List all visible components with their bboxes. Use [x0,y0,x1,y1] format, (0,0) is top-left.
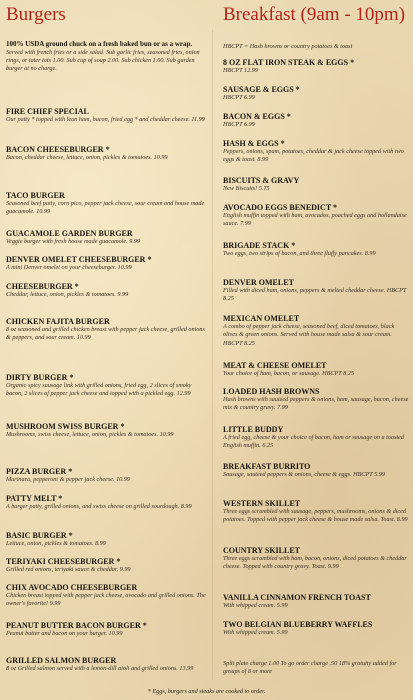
menu-item [223,499,409,525]
breakfast-title: Breakfast (9am - 10pm) [223,4,406,25]
menu-item-name: BISCUITS & GRAVY [223,176,300,185]
menu-item-name: DENVER OMELET [223,278,294,287]
burgers-intro [6,40,206,73]
menu-item-desc: A mini Denver omelet on your cheeseburger. 10.99 [6,264,132,271]
menu-item [6,422,206,439]
menu-item-desc: English muffin topped with ham, avocados, poached eggs and hollandaise sauce. 7.99 [223,212,407,228]
menu-item [6,229,206,246]
menu-item-desc: Bacon, cheddar cheese, lettuce, onion, pickles & tomatoes. 10.99 [6,154,168,161]
menu-item-desc: Our patty * topped with lean ham, bacon, fried egg * and cheddar cheese. 11.99 [6,116,205,123]
menu-item-desc: 8 oz seasoned and grilled chicken breast with pepper jack cheese, grilled onions & peppers, and sour cream. 10.99 [6,326,205,342]
burgers-column [6,0,206,700]
menu-item-desc: Your choice of ham, bacon, or sausage. HBCPT 8.25 [223,370,354,377]
menu-item-name: TERIYAKI CHEESEBURGER * [6,557,121,566]
breakfast-note-text: Split plate charge 1.00 To go order charge .50 18% gratuity added for groups of 8 or more [223,660,397,676]
menu-item-name: VANILLA CINNAMON FRENCH TOAST [223,593,371,602]
menu-item-desc: A combo of pepper jack cheese, seasoned beef, diced tomatoes, black olives & green onions. Served with house made salsa & sour cream. HBCPT 8.25 [223,323,395,347]
menu-item-desc: With whipped cream. 5.99 [223,629,288,636]
menu-item-name: GUACAMOLE GARDEN BURGER [6,229,133,238]
menu-item-name: PIZZA BURGER * [6,467,73,476]
menu-item-name: SAUSAGE & EGGS * [223,85,300,94]
menu-item-name: MUSHROOM SWISS BURGER * [6,422,125,431]
menu-item [223,387,409,413]
menu-item-name: DENVER OMELET CHEESEBURGER * [6,255,152,264]
menu-item-name: MEAT & CHEESE OMELET [223,361,327,370]
menu-item-desc: Cheddar, lettuce, onion, pickles & tomatoes. 9.99 [6,291,129,298]
menu-item [6,656,206,673]
menu-item [6,557,206,574]
menu-item-desc: Veggie burger with fresh house made guacamole. 9.99 [6,238,141,245]
menu-item-name: HASH & EGGS * [223,139,285,148]
menu-item [223,278,409,304]
menu-item-desc: Three eggs scrambled with sausage, peppers, mushrooms, onions & diced potatoes. Topped with pepper jack cheese & house made salsa. Toast. 8.99 [223,508,408,524]
menu-item-desc: A fried egg, cheese & your choice of bacon, ham or sausage on a toasted English muffin. 6.25 [223,434,405,450]
menu-item [223,176,409,193]
menu-item [223,546,409,572]
burgers-intro-desc: Served with french fries or a side salad. Sub garlic fries, seasoned fries, onion rings, or tater tots 1.00. Sub cup of soup 2.00. Sub chicken 1.00. Sub garden burger at no charge. [6,48,200,73]
menu-item-desc: Lettuce, onion, pickles & tomatoes. 8.99 [6,540,106,547]
menu-item-name: FIRE CHIEF SPECIAL [6,107,89,116]
burgers-title: Burgers [6,4,66,25]
menu-item-desc: Hash browns with sautéed peppers & onions, ham, sausage, bacon, cheese mix & country gravy. 7.99 [223,396,409,412]
menu-item-desc: Seasoned beef patty, corn pico, pepper jack cheese, sour cream and house made guacamole. 10.99 [6,200,205,216]
burgers-intro-bold: 100% USDA ground chuck on a fresh baked bun or as a wrap. [6,40,193,48]
menu-item-name: BACON CHEESEBURGER * [6,145,110,154]
menu-item-name: LITTLE BUDDY [223,425,284,434]
menu-item [6,107,206,124]
menu-item-desc: Sausage, sautéed peppers & onions, cheese & eggs. HBCPT 5.99 [223,471,385,478]
menu-item-name: DIRTY BURGER * [6,373,74,382]
breakfast-note [223,660,409,677]
menu-item [223,241,409,258]
menu-item-name: TWO BELGIAN BLUEBERRY WAFFLES [223,620,373,629]
column-divider [212,30,213,680]
menu-item-desc: Grilled red onions, teriyaki sauce & cheddar. 9.99 [6,566,131,573]
menu-item-name: CHICKEN FAJITA BURGER [6,317,110,326]
menu-item [223,620,409,637]
menu-item [223,425,409,451]
breakfast-column [223,0,409,700]
menu-item-name: TACO BURGER [6,191,65,200]
menu-item [6,145,206,162]
menu-item-name: CHEESEBURGER * [6,282,79,291]
menu-item [6,621,206,638]
breakfast-intro [223,43,409,51]
menu-item-name: CHIX AVOCADO CHEESEBURGER [6,583,138,592]
menu-item [223,112,409,129]
menu-item-name: COUNTRY SKILLET [223,546,300,555]
menu-item [6,317,206,343]
menu-item [223,462,409,479]
menu-item-name: MEXICAN OMELET [223,314,300,323]
menu-item-name: BACON & EGGS * [223,112,291,121]
menu-item-desc: HBCPT 6.99 [223,121,255,128]
menu-item [223,58,409,75]
menu-item [6,373,206,399]
menu-item-desc: HBCPT 12.99 [223,67,258,74]
breakfast-intro-text: HBCPT = Hash browns or country potatoes & toast [223,43,353,50]
menu-item [6,531,206,548]
menu-item-name: PEANUT BUTTER BACON BURGER * [6,621,147,630]
menu-item-desc: Filled with diced ham, onions, peppers & melted cheddar cheese. HBCPT 8.25 [223,287,407,303]
menu-item [6,282,206,299]
menu-item [223,361,409,378]
menu-item-name: BREAKFAST BURRITO [223,462,311,471]
menu-item-name: PATTY MELT * [6,494,63,503]
menu-item-desc: With whipped cream. 5.99 [223,602,288,609]
menu-item-name: GRILLED SALMON BURGER [6,656,117,665]
menu-item-name: AVOCADO EGGS BENEDICT * [223,203,338,212]
menu-item [6,255,206,272]
menu-item-desc: HBCPT 6.99 [223,94,255,101]
menu-item-name: BASIC BURGER * [6,531,73,540]
menu-item-desc: Mushrooms, swiss cheese, lettuce, onion, pickles & tomatoes. 10.99 [6,431,174,438]
menu-item-desc: Organic spicy sausage link with grilled onions, fried egg, 2 slices of smoky bacon, 2 slices of pepper jack cheese and topped with a pickled egg. 12.99 [6,382,192,398]
menu-item-name: LOADED HASH BROWNS [223,387,320,396]
menu-item-desc: 8 oz Grilled salmon served with a lemon-dill aioli and grilled onions. 13.99 [6,665,194,672]
menu-item [223,85,409,102]
menu-item-name: WESTERN SKILLET [223,499,301,508]
menu-item-desc: Three eggs scrambled with ham, bacon, onions, diced potatoes & cheddar cheese. Topped with country gravy. Toast. 9.99 [223,555,407,571]
menu-item [223,314,409,348]
menu-item-desc: New Biscuits! 5.75 [223,185,270,192]
menu-item-desc: Peppers, onions, spam, potatoes, cheddar & jack cheese topped with two eggs & toast. 8.99 [223,148,404,164]
cooked-to-order-note: * Eggs, burgers and steaks are cooked to order. [147,688,266,695]
menu-item [6,467,206,484]
menu-item-desc: Chicken breast topped with pepper jack cheese, avocado and grilled onions. The owner's favorite! 9.99 [6,592,206,608]
menu-item [223,593,409,610]
menu-item [223,139,409,165]
menu-item-name: BRIGADE STACK * [223,241,296,250]
menu-item [223,203,409,229]
menu-item-desc: A burger patty, grilled onions, and swiss cheese on grilled sourdough. 8.99 [6,503,192,510]
menu-item [6,583,206,609]
menu-item [6,191,206,217]
menu-item-desc: Marinara, pepperoni & pepper jack cheese. 10.99 [6,476,131,483]
menu-item [6,494,206,511]
menu-item-desc: Two eggs, two strips of bacon, and three fluffy pancakes. 8.99 [223,250,376,257]
menu-item-name: 8 OZ FLAT IRON STEAK & EGGS * [223,58,355,67]
menu-item-desc: Peanut butter and bacon on your burger. 10.99 [6,630,123,637]
